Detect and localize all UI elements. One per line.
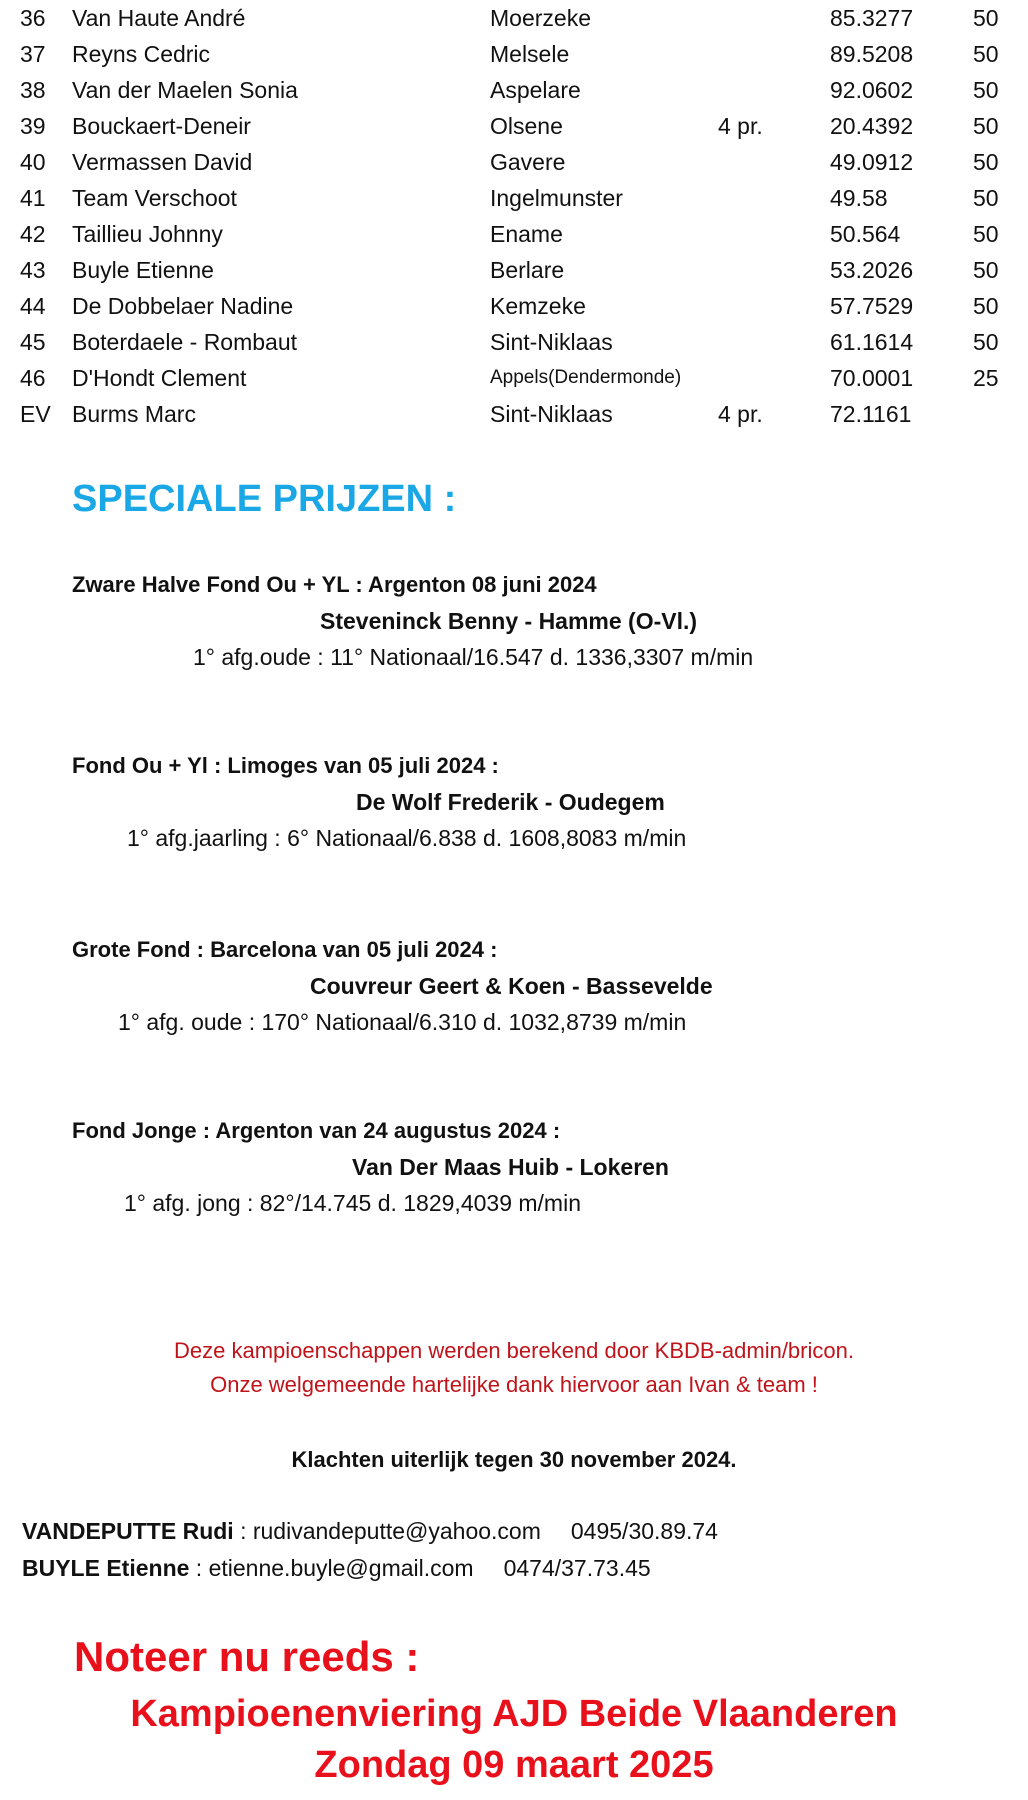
coefficient-cell: 85.3277 [830, 5, 914, 31]
city-cell: Ename [490, 221, 563, 247]
contact-email: : etienne.buyle@gmail.com [189, 1555, 474, 1581]
points-cell: 50 [973, 41, 999, 67]
points-cell: 50 [973, 77, 999, 103]
rank-cell: 46 [20, 365, 46, 391]
name-cell: Van der Maelen Sonia [72, 77, 298, 103]
rank-cell: 42 [20, 221, 46, 247]
name-cell: Taillieu Johnny [72, 221, 223, 247]
notice-date: Zondag 09 maart 2025 [314, 1744, 714, 1786]
points-cell: 25 [973, 365, 999, 391]
table-row [0, 108, 1028, 144]
contact-phone: 0474/37.73.45 [503, 1555, 651, 1581]
city-cell: Aspelare [490, 77, 581, 103]
prize-winner: Steveninck Benny - Hamme (O-Vl.) [320, 608, 698, 634]
name-cell: De Dobbelaer Nadine [72, 293, 294, 319]
prize-detail: 1° afg. jong : 82°/14.745 d. 1829,4039 m/min [124, 1190, 581, 1216]
prize-count-cell: 4 pr. [718, 113, 763, 139]
table-row [0, 36, 1028, 72]
city-cell: Kemzeke [490, 293, 586, 319]
thanks-line-1: Deze kampioenschappen werden berekend door KBDB-admin/bricon. [174, 1338, 854, 1363]
city-cell: Berlare [490, 257, 565, 283]
points-cell: 50 [973, 149, 999, 175]
name-cell: Reyns Cedric [72, 41, 211, 67]
table-row [0, 180, 1028, 216]
rank-cell: 44 [20, 293, 46, 319]
special-prizes-title: SPECIALE PRIJZEN : [72, 478, 457, 520]
name-cell: Bouckaert-Deneir [72, 113, 251, 139]
rank-cell: 37 [20, 41, 46, 67]
points-cell: 50 [973, 185, 999, 211]
rank-cell: 38 [20, 77, 46, 103]
coefficient-cell: 53.2026 [830, 257, 914, 283]
points-cell: 50 [973, 113, 999, 139]
rank-cell: 36 [20, 5, 46, 31]
table-row [0, 216, 1028, 252]
coefficient-cell: 20.4392 [830, 113, 914, 139]
rank-cell: 39 [20, 113, 46, 139]
points-cell: 50 [973, 5, 999, 31]
notice-event: Kampioenenviering AJD Beide Vlaanderen [130, 1693, 898, 1735]
prize-heading: Zware Halve Fond Ou + YL : Argenton 08 juni 2024 [72, 572, 597, 597]
prize-winner: De Wolf Frederik - Oudegem [356, 789, 665, 815]
notice-title: Noteer nu reeds : [74, 1633, 420, 1680]
name-cell: Team Verschoot [72, 185, 237, 211]
city-cell: Moerzeke [490, 5, 591, 31]
city-cell: Melsele [490, 41, 570, 67]
city-cell: Sint-Niklaas [490, 401, 613, 427]
rank-cell: EV [20, 401, 51, 427]
name-cell: Boterdaele - Rombaut [72, 329, 298, 355]
coefficient-cell: 61.1614 [830, 329, 914, 355]
contact-name: BUYLE Etienne [22, 1555, 190, 1581]
table-row [0, 396, 1028, 432]
coefficient-cell: 70.0001 [830, 365, 914, 391]
coefficient-cell: 89.5208 [830, 41, 914, 67]
contact-phone: 0495/30.89.74 [570, 1518, 718, 1544]
name-cell: Van Haute André [72, 5, 246, 31]
prize-heading: Fond Ou + Yl : Limoges van 05 juli 2024 : [72, 753, 499, 778]
contact-etienne [22, 1555, 651, 1582]
prize-detail: 1° afg. oude : 170° Nationaal/6.310 d. 1032,8739 m/min [118, 1009, 687, 1035]
table-row [0, 0, 1028, 36]
coefficient-cell: 50.564 [830, 221, 901, 247]
points-cell: 50 [973, 257, 999, 283]
name-cell: D'Hondt Clement [72, 365, 247, 391]
coefficient-cell: 57.7529 [830, 293, 914, 319]
points-cell: 50 [973, 329, 999, 355]
table-row [0, 252, 1028, 288]
city-cell: Olsene [490, 113, 563, 139]
city-cell: Ingelmunster [490, 185, 623, 211]
points-cell: 50 [973, 293, 999, 319]
contact-email: : rudivandeputte@yahoo.com [233, 1518, 541, 1544]
prize-winner: Couvreur Geert & Koen - Bassevelde [310, 973, 713, 999]
rank-cell: 41 [20, 185, 46, 211]
points-cell: 50 [973, 221, 999, 247]
name-cell: Buyle Etienne [72, 257, 214, 283]
contact-name: VANDEPUTTE Rudi [22, 1518, 234, 1544]
table-row [0, 144, 1028, 180]
coefficient-cell: 72.1161 [830, 401, 912, 427]
prize-heading: Fond Jonge : Argenton van 24 augustus 2024 : [72, 1118, 561, 1143]
coefficient-cell: 92.0602 [830, 77, 914, 103]
city-cell: Sint-Niklaas [490, 329, 613, 355]
rank-cell: 45 [20, 329, 46, 355]
complaints-deadline: Klachten uiterlijk tegen 30 november 2024. [291, 1447, 737, 1472]
table-row [0, 360, 1028, 396]
contact-rudi [22, 1518, 718, 1545]
coefficient-cell: 49.58 [830, 185, 888, 211]
prize-detail: 1° afg.jaarling : 6° Nationaal/6.838 d. 1608,8083 m/min [127, 825, 687, 851]
rank-cell: 43 [20, 257, 46, 283]
prize-detail: 1° afg.oude : 11° Nationaal/16.547 d. 1336,3307 m/min [193, 644, 754, 670]
name-cell: Burms Marc [72, 401, 196, 427]
table-row [0, 72, 1028, 108]
rank-cell: 40 [20, 149, 46, 175]
prize-count-cell: 4 pr. [718, 401, 763, 427]
name-cell: Vermassen David [72, 149, 253, 175]
prize-heading: Grote Fond : Barcelona van 05 juli 2024 : [72, 937, 498, 962]
table-row [0, 324, 1028, 360]
thanks-line-2: Onze welgemeende hartelijke dank hiervoor aan Ivan & team ! [210, 1372, 818, 1397]
coefficient-cell: 49.0912 [830, 149, 914, 175]
prize-winner: Van Der Maas Huib - Lokeren [352, 1154, 669, 1180]
table-row [0, 288, 1028, 324]
city-cell: Appels(Dendermonde) [490, 367, 682, 388]
city-cell: Gavere [490, 149, 566, 175]
